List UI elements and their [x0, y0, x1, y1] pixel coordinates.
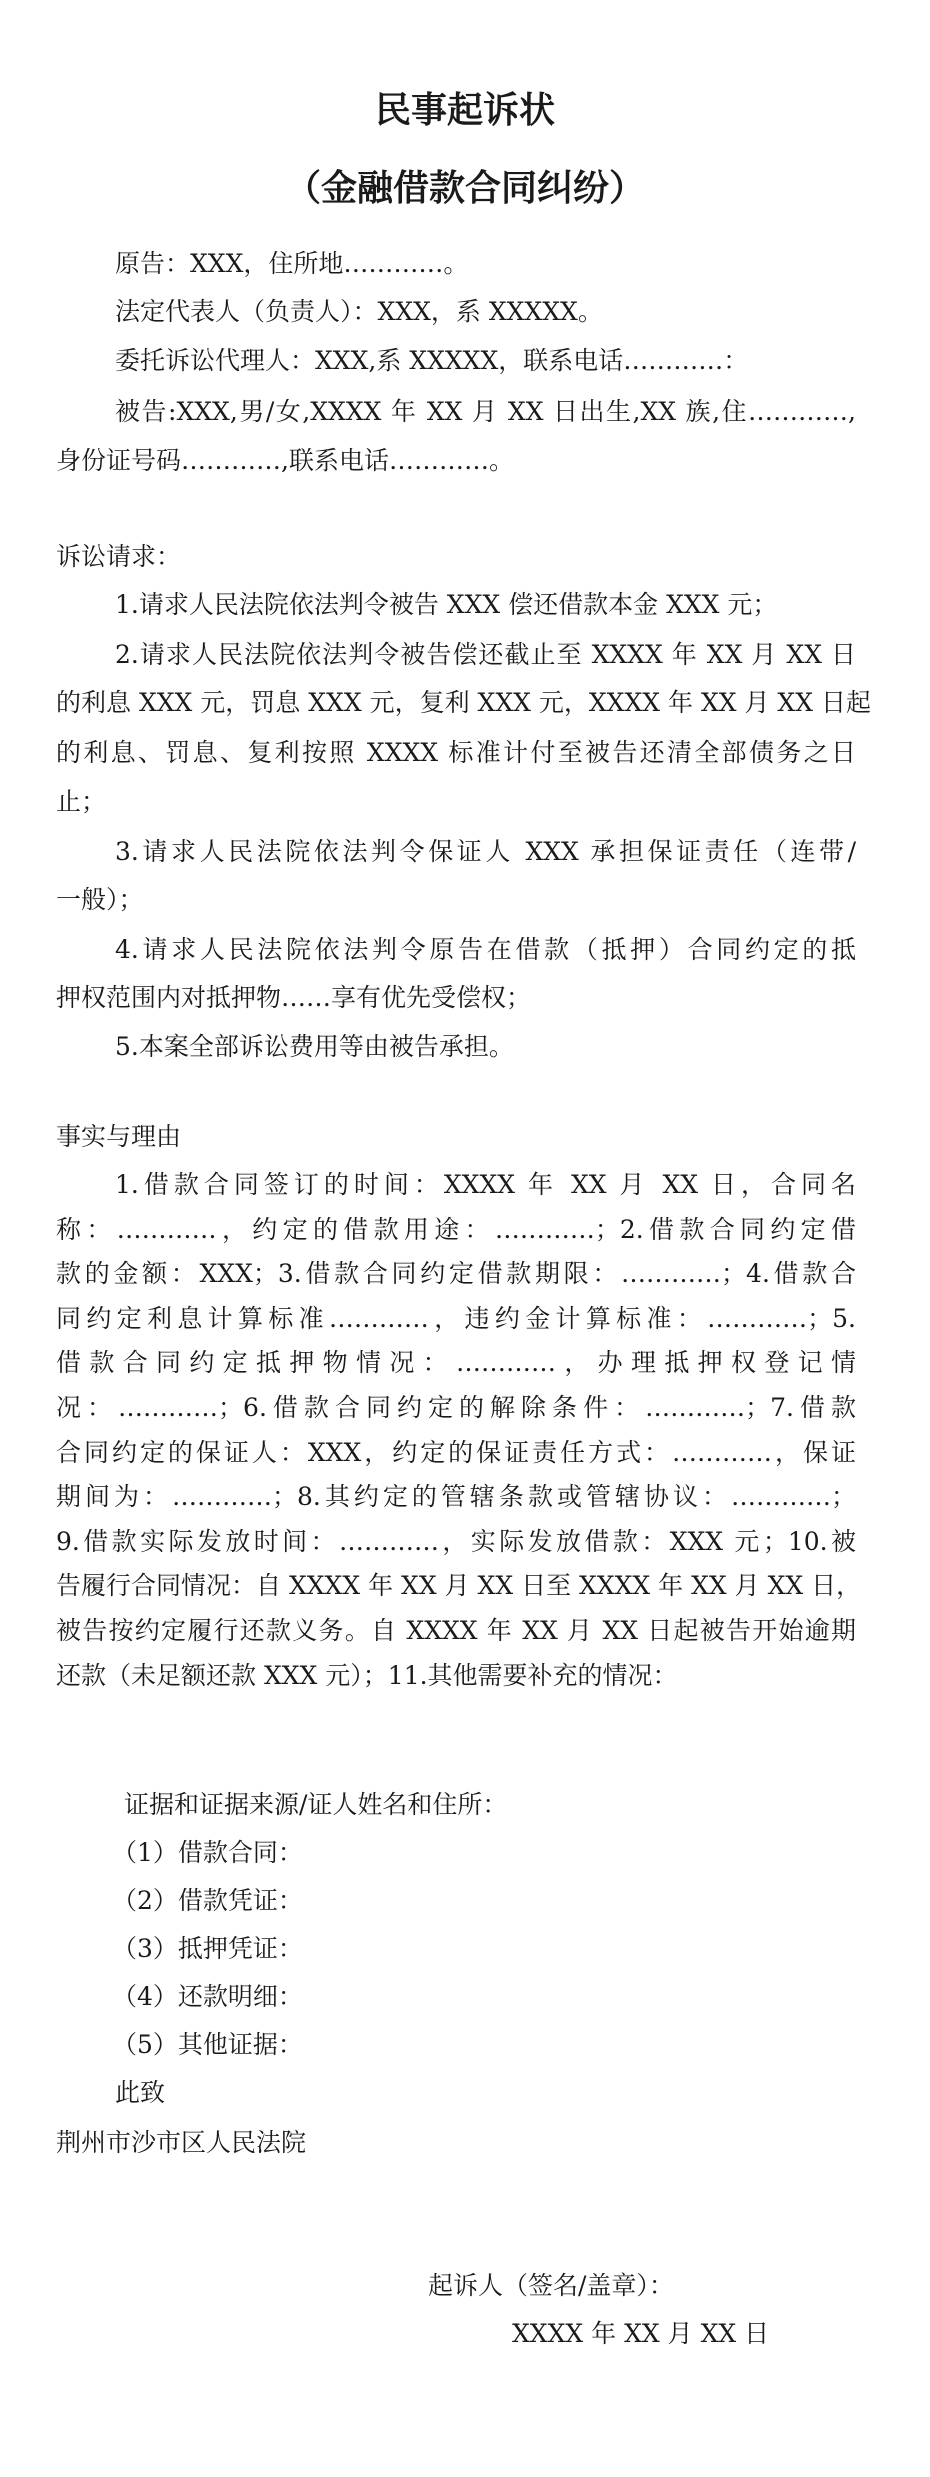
fact-line: 况：…………；6.借款合同约定的解除条件：…………；7.借款: [56, 1393, 856, 1422]
fact-line: 同约定利息计算标准…………，违约金计算标准：…………；5.: [56, 1303, 856, 1333]
claim-line: 的利息、罚息、复利按照 XXXX 标准计付至被告还清全部债务之日: [56, 738, 856, 767]
document-title: 民事起诉状: [374, 90, 555, 131]
evidence-heading: 证据和证据来源/证人姓名和住所：: [124, 1790, 508, 1819]
evidence-item: （5）其他证据：: [112, 2030, 303, 2059]
date-line: XXXX 年 XX 月 XX 日: [512, 2319, 770, 2348]
evidence-item: （3）抵押凭证：: [112, 1934, 303, 1963]
plaintiff-line: 原告：XXX，住所地…………。: [115, 249, 469, 278]
fact-line: 期间为：…………；8.其约定的管辖条款或管辖协议：…………；: [56, 1482, 856, 1512]
claim-line: 止；: [56, 787, 107, 816]
fact-line: 还款（未足额还款 XXX 元）；11.其他需要补充的情况：: [56, 1660, 678, 1690]
claim-line: 的利息 XXX 元，罚息 XXX 元，复利 XXX 元，XXXX 年 XX 月 XX 日起: [56, 688, 871, 717]
facts-heading: 事实与理由: [56, 1122, 182, 1151]
signature-line: 起诉人（签名/盖章）：: [428, 2271, 674, 2300]
defendant-id-line: 身份证号码…………,联系电话…………。: [56, 446, 514, 475]
fact-line: 被告按约定履行还款义务。自 XXXX 年 XX 月 XX 日起被告开始逾期: [56, 1616, 856, 1645]
claims-heading: 诉讼请求：: [56, 542, 182, 571]
fact-line: 合同约定的保证人：XXX，约定的保证责任方式：…………，保证: [56, 1437, 856, 1467]
claim-line: 2.请求人民法院依法判令被告偿还截止至 XXXX 年 XX 月 XX 日: [115, 640, 856, 669]
evidence-item: （4）还款明细：: [112, 1982, 303, 2011]
claim-line: 3.请求人民法院依法判令保证人 XXX 承担保证责任（连带/: [115, 837, 856, 866]
defendant-line: 被告:XXX,男/女,XXXX 年 XX 月 XX 日出生,XX 族,住…………,: [115, 397, 856, 426]
fact-line: 款的金额：XXX；3.借款合同约定借款期限：…………；4.借款合: [56, 1259, 856, 1289]
fact-line: 9.借款实际发放时间：…………，实际发放借款：XXX 元；10.被: [56, 1526, 856, 1556]
document-subtitle: （金融借款合同纠纷）: [284, 168, 645, 209]
claim-line: 4.请求人民法院依法判令原告在借款（抵押）合同约定的抵: [115, 935, 856, 964]
fact-line: 告履行合同情况：自 XXXX 年 XX 月 XX 日至 XXXX 年 XX 月 XX 日，: [56, 1571, 862, 1601]
fact-line: 称：…………，约定的借款用途：…………；2.借款合同约定借: [56, 1214, 856, 1244]
fact-line: 1.借款合同签订的时间：XXXX 年 XX 月 XX 日，合同名: [115, 1170, 856, 1199]
court-name: 荆州市沙市区人民法院: [56, 2128, 307, 2157]
evidence-item: （2）借款凭证：: [112, 1886, 303, 1915]
legal-rep-line: 法定代表人（负责人）：XXX，系 XXXXX。: [115, 297, 603, 326]
salutation: 此致: [115, 2078, 166, 2107]
evidence-item: （1）借款合同：: [112, 1838, 303, 1867]
fact-line: 借款合同约定抵押物情况：…………，办理抵押权登记情: [56, 1348, 856, 1378]
claim-line: 一般）；: [56, 885, 144, 914]
claim-line: 5.本案全部诉讼费用等由被告承担。: [115, 1032, 514, 1061]
claim-line: 押权范围内对抵押物……享有优先受偿权；: [56, 983, 532, 1012]
claim-line: 1.请求人民法院依法判令被告 XXX 偿还借款本金 XXX 元；: [115, 590, 778, 619]
agent-line: 委托诉讼代理人：XXX,系 XXXXX，联系电话…………：: [115, 346, 749, 375]
